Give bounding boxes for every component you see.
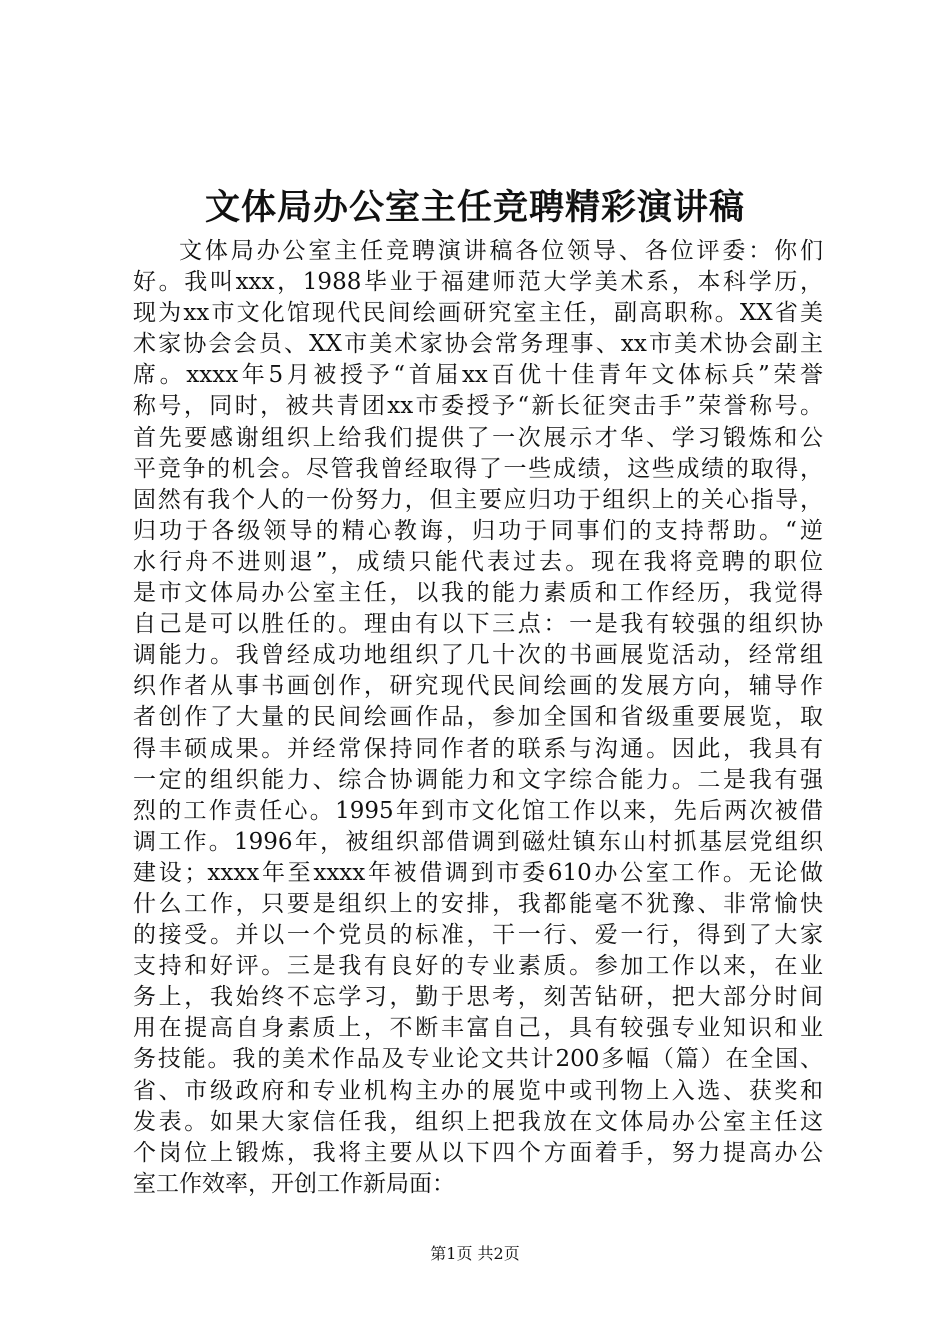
body-line: 一定的组织能力、综合协调能力和文字综合能力。二是我有强 <box>133 766 823 793</box>
document-body <box>133 236 823 1200</box>
body-line: 现为xx市文化馆现代民间绘画研究室主任，副高职称。XX省美 <box>133 300 823 327</box>
body-line: 平竞争的机会。尽管我曾经取得了一些成绩，这些成绩的取得， <box>133 455 823 482</box>
body-line: 烈的工作责任心。1995年到市文化馆工作以来，先后两次被借 <box>133 797 823 824</box>
body-line: 水行舟不进则退”，成绩只能代表过去。现在我将竞聘的职位 <box>133 548 823 575</box>
body-line: 文体局办公室主任竞聘演讲稿各位领导、各位评委：你们 <box>179 238 823 264</box>
body-line: 什么工作，只要是组织上的安排，我都能毫不犹豫、非常愉快 <box>133 890 823 917</box>
body-line: 个岗位上锻炼，我将主要从以下四个方面着手，努力提高办公 <box>133 1139 823 1166</box>
body-line: 得丰硕成果。并经常保持同作者的联系与沟通。因此，我具有 <box>133 735 823 762</box>
body-line: 务上，我始终不忘学习，勤于思考，刻苦钻研，把大部分时间 <box>133 984 823 1011</box>
body-line: 自己是可以胜任的。理由有以下三点：一是我有较强的组织协 <box>133 611 823 638</box>
body-line: 归功于各级领导的精心教诲，归功于同事们的支持帮助。“逆 <box>133 517 823 544</box>
body-line: 调能力。我曾经成功地组织了几十次的书画展览活动，经常组 <box>133 642 823 669</box>
body-line: 建设；xxxx年至xxxx年被借调到市委610办公室工作。无论做 <box>133 859 823 886</box>
body-line: 用在提高自身素质上，不断丰富自己，具有较强专业知识和业 <box>133 1015 823 1042</box>
body-line: 者创作了大量的民间绘画作品，参加全国和省级重要展览，取 <box>133 704 823 731</box>
body-line: 术家协会会员、XX市美术家协会常务理事、xx市美术协会副主 <box>133 331 823 358</box>
body-line: 好。我叫xxx，1988毕业于福建师范大学美术系，本科学历， <box>133 269 823 296</box>
body-line: 室工作效率，开创工作新局面： <box>133 1170 455 1197</box>
body-line: 省、市级政府和专业机构主办的展览中或刊物上入选、获奖和 <box>133 1077 823 1104</box>
document-title: 文体局办公室主任竞聘精彩演讲稿 <box>204 187 745 228</box>
body-line: 织作者从事书画创作，研究现代民间绘画的发展方向，辅导作 <box>133 673 823 700</box>
page-number-footer: 第1页 共2页 <box>430 1244 520 1263</box>
body-line: 是市文体局办公室主任，以我的能力素质和工作经历，我觉得 <box>133 580 823 607</box>
body-line: 固然有我个人的一份努力，但主要应归功于组织上的关心指导， <box>133 486 823 513</box>
body-line: 务技能。我的美术作品及专业论文共计200多幅（篇）在全国、 <box>133 1046 823 1073</box>
body-line: 称号，同时，被共青团xx市委授予“新长征突击手”荣誉称号。 <box>133 393 823 420</box>
body-line: 席。xxxx年5月被授予“首届xx百优十佳青年文体标兵”荣誉 <box>133 362 823 389</box>
body-line: 首先要感谢组织上给我们提供了一次展示才华、学习锻炼和公 <box>133 424 823 451</box>
body-line: 的接受。并以一个党员的标准，干一行、爱一行，得到了大家 <box>133 922 823 949</box>
body-line: 调工作。1996年，被组织部借调到磁灶镇东山村抓基层党组织 <box>133 828 823 855</box>
body-line: 支持和好评。三是我有良好的专业素质。参加工作以来，在业 <box>133 953 823 980</box>
body-line: 发表。如果大家信任我，组织上把我放在文体局办公室主任这 <box>133 1108 823 1135</box>
